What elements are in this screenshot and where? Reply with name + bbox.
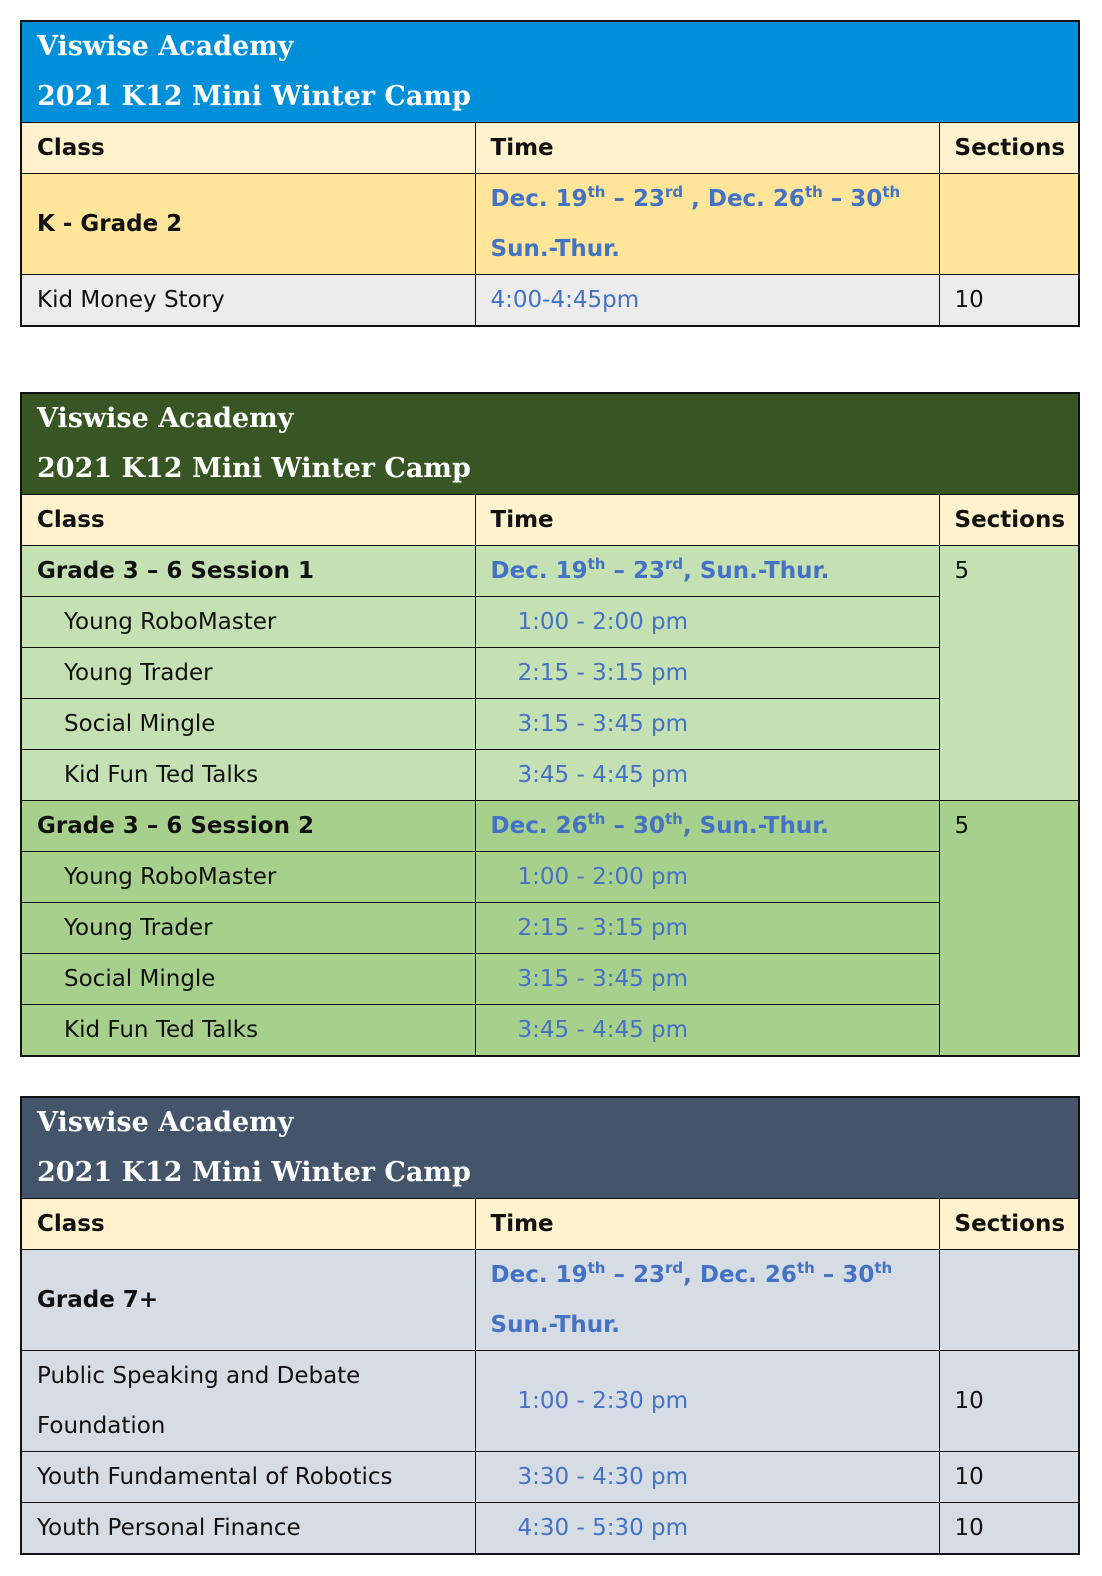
group-row xyxy=(21,1250,1079,1351)
class-name: Kid Fun Ted Talks xyxy=(21,750,475,801)
table-row xyxy=(21,1452,1079,1503)
session-row xyxy=(21,546,1079,597)
camp-name: 2021 K12 Mini Winter Camp xyxy=(37,1157,471,1188)
class-time: 1:00 - 2:00 pm xyxy=(475,597,939,648)
group-sections xyxy=(939,174,1079,275)
schedule-table-k2 xyxy=(20,20,1080,327)
academy-name: Viswise Academy xyxy=(37,403,294,434)
class-name: Young Trader xyxy=(21,903,475,954)
class-time: 2:15 - 3:15 pm xyxy=(475,903,939,954)
table-row xyxy=(21,275,1079,327)
class-name: Kid Money Story xyxy=(21,275,475,327)
group-dates: Dec. 19th – 23rd , Dec. 26th – 30th xyxy=(490,183,901,212)
class-time: 4:00-4:45pm xyxy=(475,275,939,327)
table-title-row xyxy=(21,21,1079,123)
header-row xyxy=(21,1199,1079,1250)
table-title xyxy=(21,393,1079,495)
header-class: Class xyxy=(21,123,475,174)
group-sections xyxy=(939,1250,1079,1351)
table-row xyxy=(21,954,1079,1005)
table-row xyxy=(21,852,1079,903)
academy-name: Viswise Academy xyxy=(37,1107,294,1138)
class-time: 1:00 - 2:00 pm xyxy=(475,852,939,903)
header-time: Time xyxy=(475,495,939,546)
header-row xyxy=(21,123,1079,174)
table-row xyxy=(21,699,1079,750)
academy-name: Viswise Academy xyxy=(37,31,294,62)
group-days: Sun.-Thur. xyxy=(490,236,620,262)
header-sections: Sections xyxy=(939,123,1079,174)
class-sections: 10 xyxy=(939,1351,1079,1452)
table-row xyxy=(21,903,1079,954)
group-time xyxy=(475,1250,939,1351)
header-row xyxy=(21,495,1079,546)
table-title-row xyxy=(21,393,1079,495)
table-title xyxy=(21,1097,1079,1199)
table-row xyxy=(21,750,1079,801)
class-sections: 10 xyxy=(939,1452,1079,1503)
header-class: Class xyxy=(21,1199,475,1250)
class-name: Social Mingle xyxy=(21,954,475,1005)
class-name: Young RoboMaster xyxy=(21,597,475,648)
table-title xyxy=(21,21,1079,123)
class-name: Young RoboMaster xyxy=(21,852,475,903)
group-label: Grade 7+ xyxy=(21,1250,475,1351)
class-time: 1:00 - 2:30 pm xyxy=(475,1351,939,1452)
class-sections: 10 xyxy=(939,275,1079,327)
class-sections: 10 xyxy=(939,1503,1079,1555)
header-sections: Sections xyxy=(939,1199,1079,1250)
class-time: 3:45 - 4:45 pm xyxy=(475,750,939,801)
class-name: Youth Personal Finance xyxy=(21,1503,475,1555)
class-time: 4:30 - 5:30 pm xyxy=(475,1503,939,1555)
schedule-table-grade3-6 xyxy=(20,392,1080,1057)
table-row xyxy=(21,597,1079,648)
session-sections: 5 xyxy=(939,801,1079,1057)
group-days: Sun.-Thur. xyxy=(490,1312,620,1338)
class-time: 3:45 - 4:45 pm xyxy=(475,1005,939,1057)
session-time: Dec. 26th – 30th, Sun.-Thur. xyxy=(475,801,939,852)
class-name: Social Mingle xyxy=(21,699,475,750)
session-time: Dec. 19th – 23rd, Sun.-Thur. xyxy=(475,546,939,597)
header-class: Class xyxy=(21,495,475,546)
class-name: Young Trader xyxy=(21,648,475,699)
table-row xyxy=(21,1503,1079,1555)
camp-name: 2021 K12 Mini Winter Camp xyxy=(37,453,471,484)
class-time: 3:15 - 3:45 pm xyxy=(475,699,939,750)
class-name: Public Speaking and Debate Foundation xyxy=(21,1351,475,1452)
group-dates: Dec. 19th – 23rd, Dec. 26th – 30th xyxy=(490,1259,893,1288)
group-time xyxy=(475,174,939,275)
header-time: Time xyxy=(475,1199,939,1250)
header-time: Time xyxy=(475,123,939,174)
session-label: Grade 3 – 6 Session 1 xyxy=(21,546,475,597)
class-time: 2:15 - 3:15 pm xyxy=(475,648,939,699)
group-label: K - Grade 2 xyxy=(21,174,475,275)
session-label: Grade 3 – 6 Session 2 xyxy=(21,801,475,852)
table-title-row xyxy=(21,1097,1079,1199)
session-row xyxy=(21,801,1079,852)
table-row xyxy=(21,648,1079,699)
camp-name: 2021 K12 Mini Winter Camp xyxy=(37,81,471,112)
table-row xyxy=(21,1005,1079,1057)
session-sections: 5 xyxy=(939,546,1079,801)
class-time: 3:15 - 3:45 pm xyxy=(475,954,939,1005)
class-time: 3:30 - 4:30 pm xyxy=(475,1452,939,1503)
group-row xyxy=(21,174,1079,275)
class-name: Kid Fun Ted Talks xyxy=(21,1005,475,1057)
header-sections: Sections xyxy=(939,495,1079,546)
schedule-table-grade7 xyxy=(20,1096,1080,1555)
class-name: Youth Fundamental of Robotics xyxy=(21,1452,475,1503)
table-row xyxy=(21,1351,1079,1452)
